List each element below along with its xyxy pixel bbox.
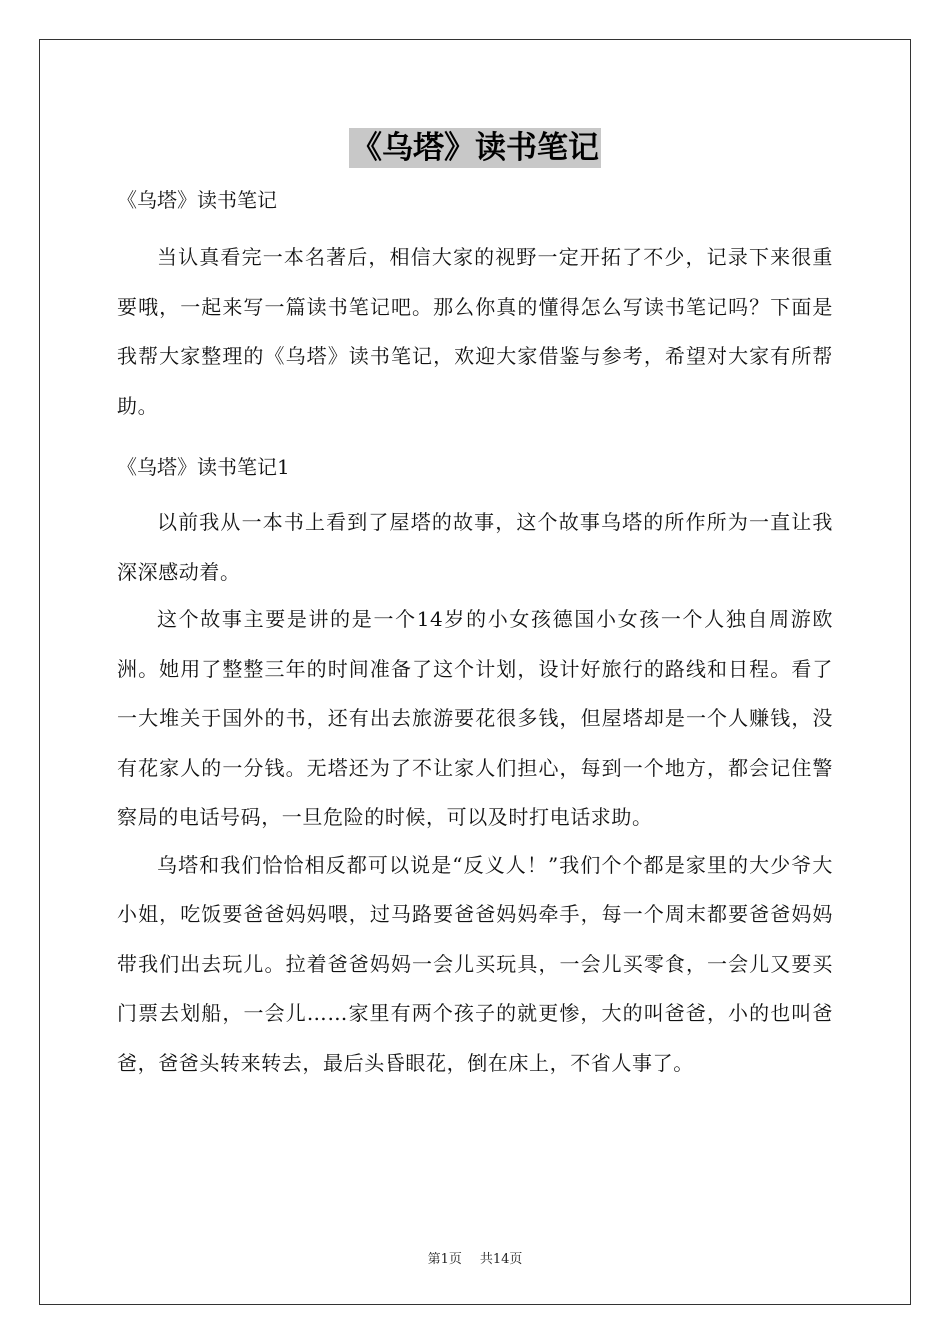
body-paragraph: 以前我从一本书上看到了屋塔的故事，这个故事乌塔的所作所为一直让我深深感动着。	[117, 510, 833, 584]
document-title: 《乌塔》读书笔记	[351, 130, 599, 166]
section-heading: 《乌塔》读书笔记1	[117, 455, 290, 479]
body-paragraph: 这个故事主要是讲的是一个14岁的小女孩德国小女孩一个人独自周游欧洲。她用了整整三年的时间准备了这个计划，设计好旅行的路线和日程。看了一大堆关于国外的书，还有出去旅游要花很多钱，但屋塔却是一个人赚钱，没有花家人的一分钱。无塔还为了不让家人们担心，每到一个地方，都会记住警察局的电话号码，一旦危险的时候，可以及时打电话求助。	[117, 607, 833, 829]
document-body	[117, 180, 833, 1088]
page-number: 第1页	[427, 1252, 462, 1267]
body-paragraph: 乌塔和我们恰恰相反都可以说是“反义人！”我们个个都是家里的大少爷大小姐，吃饭要爸爸妈妈喂，过马路要爸爸妈妈牵手，每一个周末都要爸爸妈妈带我们出去玩儿。拉着爸爸妈妈一会儿买玩具，一会儿买零食，一会儿又要买门票去划船，一会儿……家里有两个孩子的就更惨，大的叫爸爸，小的也叫爸爸，爸爸头转来转去，最后头昏眼花，倒在床上，不省人事了。	[117, 852, 833, 1075]
page-footer	[0, 1248, 950, 1267]
title-area	[0, 128, 950, 168]
page-count: 共14页	[479, 1252, 523, 1267]
intro-paragraph: 当认真看完一本名著后，相信大家的视野一定开拓了不少，记录下来很重要哦，一起来写一篇读书笔记吧。那么你真的懂得怎么写读书笔记吗？下面是我帮大家整理的《乌塔》读书笔记，欢迎大家借鉴与参考，希望对大家有所帮助。	[117, 245, 833, 418]
document-subtitle: 《乌塔》读书笔记	[117, 188, 277, 212]
